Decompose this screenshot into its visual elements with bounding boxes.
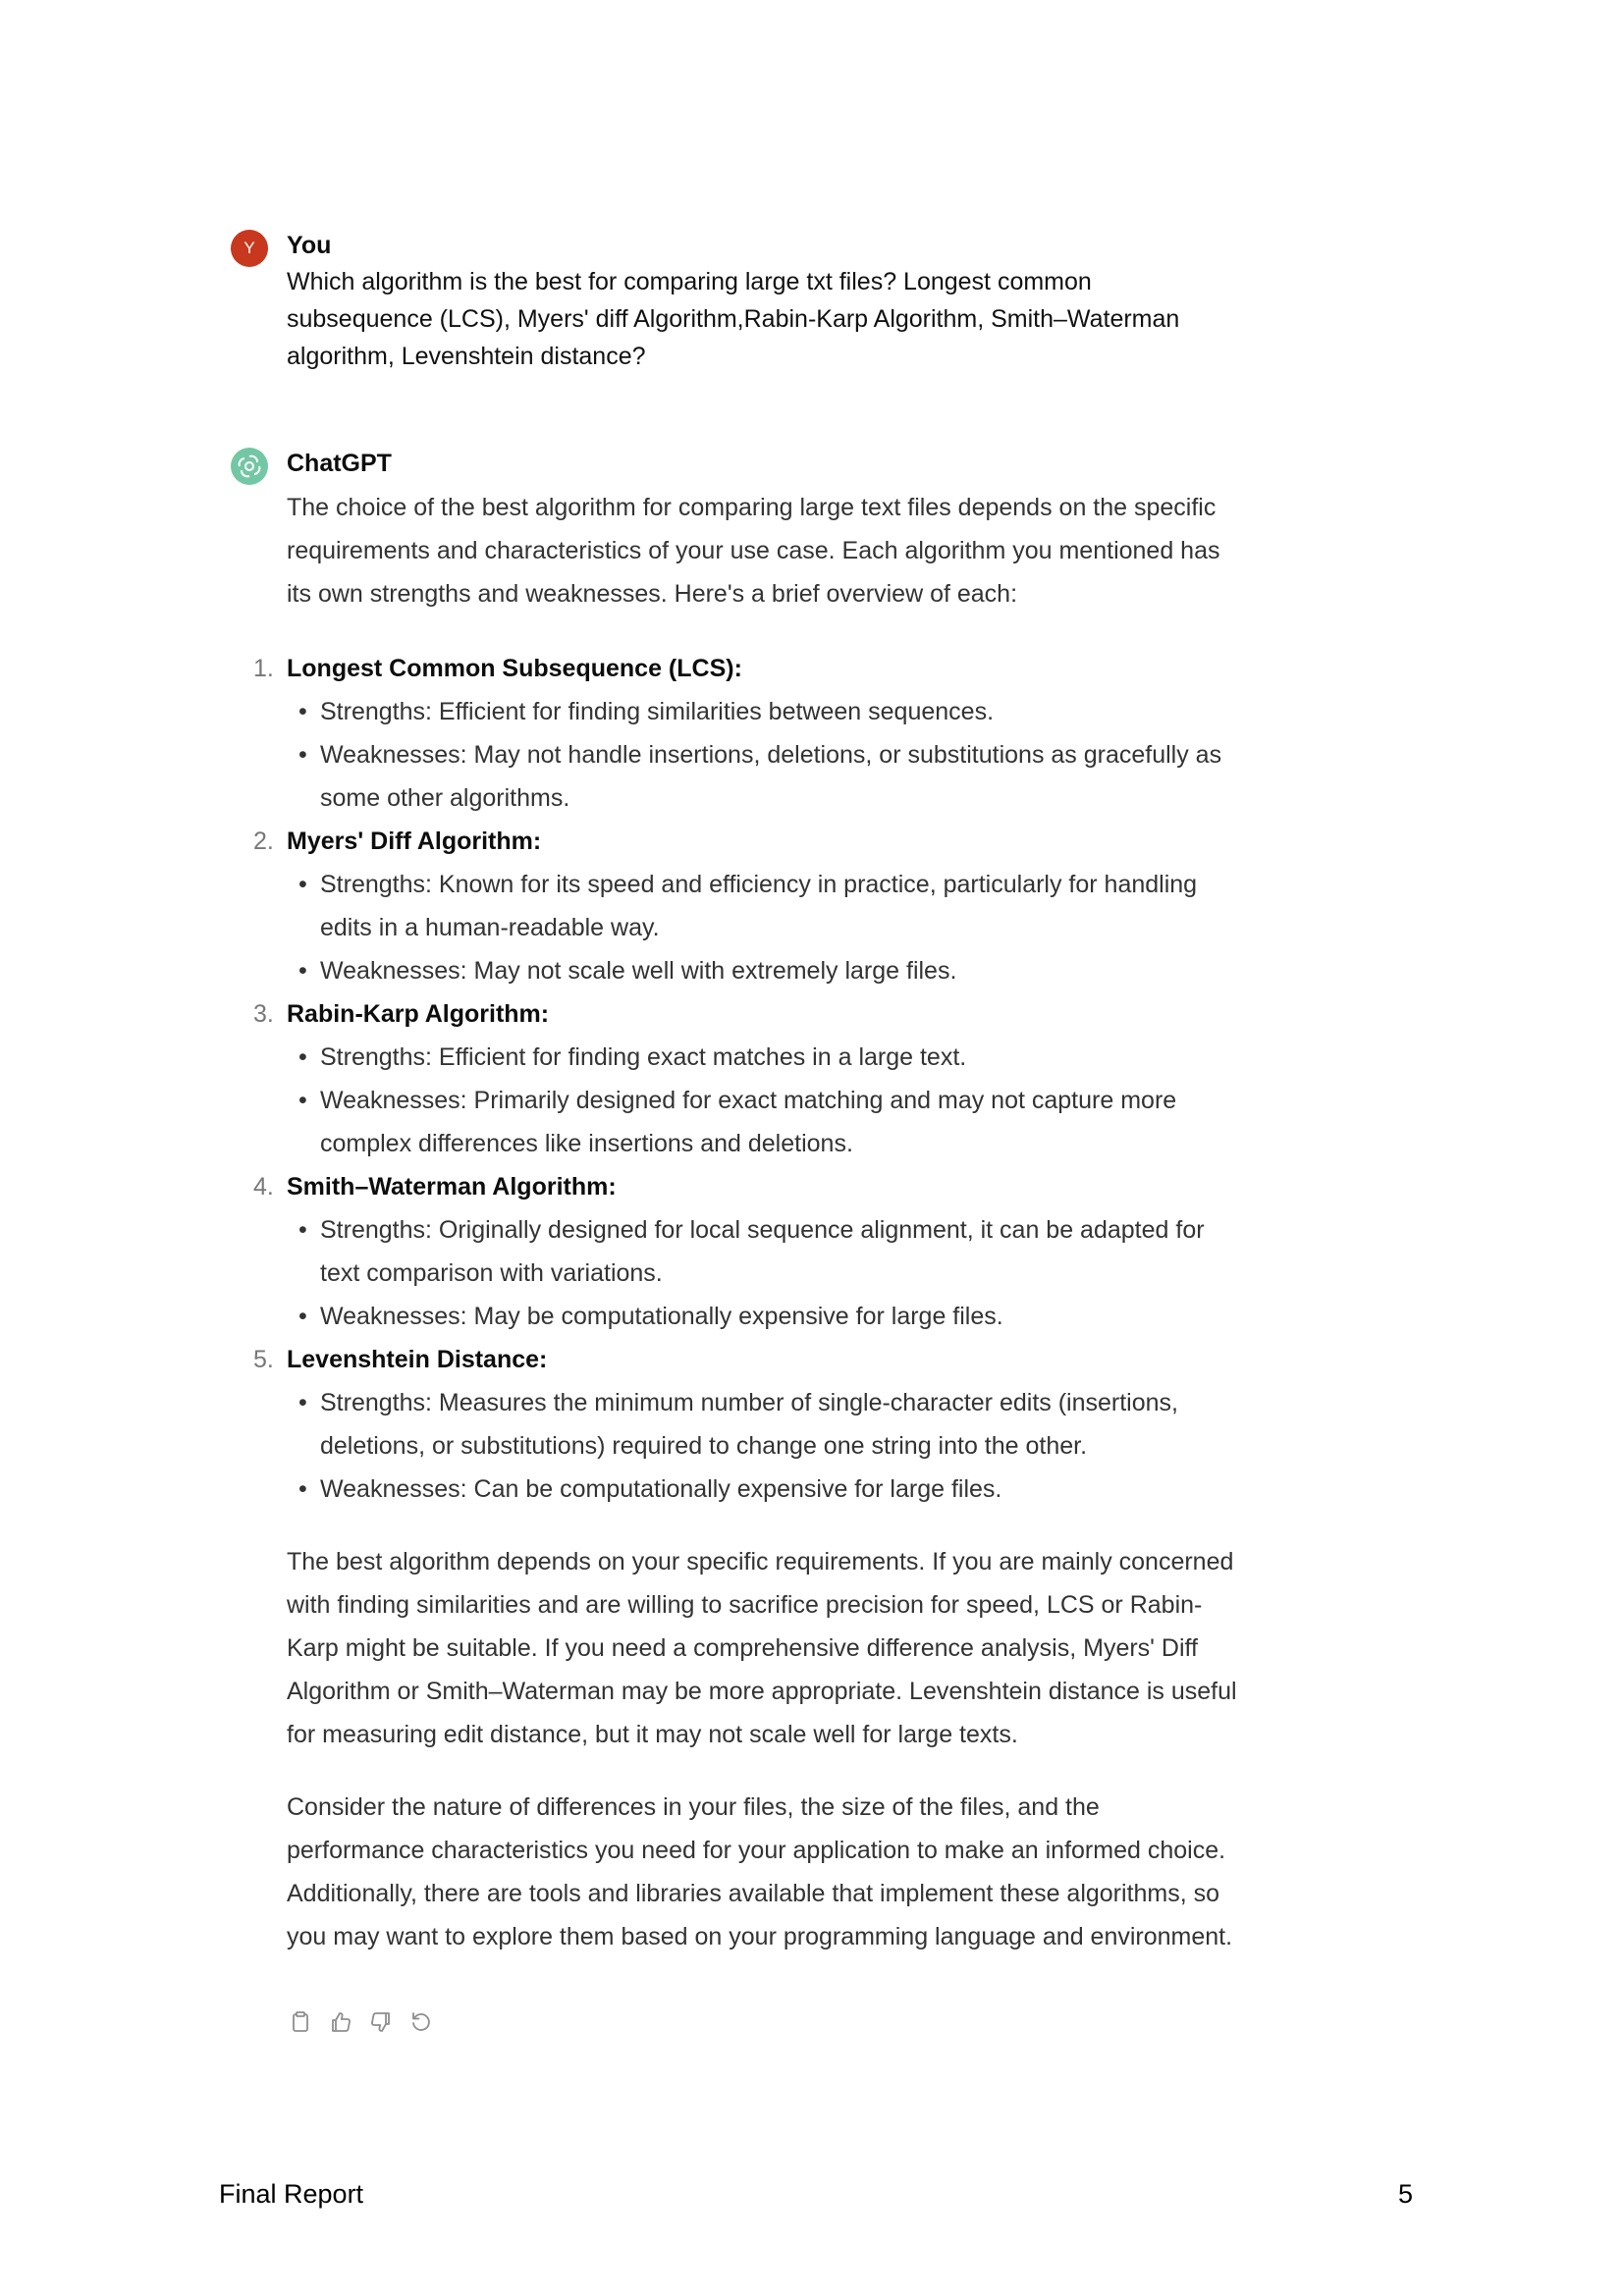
algorithm-weaknesses: • Weaknesses: Primarily designed for exact matching and may not capture more complex differences like insertions and deletions. [298,1087,1177,1157]
openai-logo-icon [237,454,262,479]
message-actions [287,2008,434,2035]
assistant-name: ChatGPT [287,450,392,477]
assistant-message [253,486,1239,1958]
footer-report-title: Final Report [219,2179,364,2209]
algorithm-title: Smith–Waterman Algorithm: [287,1173,617,1201]
algorithm-strengths: • Strengths: Known for its speed and efficiency in practice, particularly for handling edits in a human-readable way. [298,871,1198,941]
algorithm-strengths: • Strengths: Efficient for finding similarities between sequences. [298,698,995,725]
thumbs-down-icon[interactable] [367,2008,394,2035]
algorithm-number: 5. [253,1346,274,1373]
user-message: Which algorithm is the best for comparing large txt files? Longest common subsequence (LCS), Myers' diff Algorithm,Rabin-Karp Algorithm, Smith–Waterman algorithm, Levenshtein distance? [287,268,1180,370]
algorithm-title: Longest Common Subsequence (LCS): [287,655,742,682]
algorithm-strengths: • Strengths: Efficient for finding exact matches in a large text. [298,1043,967,1071]
algorithm-item [253,820,1239,992]
algorithm-strengths: • Strengths: Measures the minimum number of single-character edits (insertions, deletions, or substitutions) required to change one string into the other. [298,1389,1178,1460]
algorithm-title: Levenshtein Distance: [287,1346,548,1373]
algorithm-weaknesses: • Weaknesses: May not handle insertions, deletions, or substitutions as gracefully as some other algorithms. [298,741,1222,812]
algorithm-weaknesses: • Weaknesses: May not scale well with extremely large files. [298,957,957,985]
assistant-conclusion-1: The best algorithm depends on your specific requirements. If you are mainly concerned with finding similarities and are willing to sacrifice precision for speed, LCS or Rabin-Karp might be suitable. If you need a comprehensive difference analysis, Myers' Diff Algorithm or Smith–Waterman may be more appropriate. Levenshtein distance is useful for measuring edit distance, but it may not scale well for large texts. [287,1548,1237,1748]
thumbs-up-icon[interactable] [327,2008,353,2035]
algorithm-number: 3. [253,1000,274,1028]
algorithm-number: 4. [253,1173,274,1201]
copy-icon[interactable] [287,2008,313,2035]
algorithm-item [253,992,1239,1165]
user-avatar [231,230,268,267]
regenerate-icon[interactable] [407,2008,434,2035]
algorithm-item [253,1338,1239,1511]
algorithm-number: 1. [253,655,274,682]
algorithm-title: Rabin-Karp Algorithm: [287,1000,550,1028]
user-name: You [287,232,332,259]
footer-page-number: 5 [1398,2179,1414,2209]
algorithm-number: 2. [253,828,274,855]
assistant-conclusion-2: Consider the nature of differences in your files, the size of the files, and the performance characteristics you need for your application to make an informed choice. Additionally, there are tools and libraries available that implement these algorithms, so you may want to explore them based on your programming language and environment. [287,1793,1233,1950]
assistant-intro: The choice of the best algorithm for comparing large text files depends on the specific requirements and characteristics of your use case. Each algorithm you mentioned has its own strengths and weaknesses. Here's a brief overview of each: [287,494,1220,608]
algorithm-title: Myers' Diff Algorithm: [287,828,542,855]
algorithm-weaknesses: • Weaknesses: Can be computationally expensive for large files. [298,1475,1002,1503]
assistant-avatar [231,448,268,485]
algorithm-strengths: • Strengths: Originally designed for local sequence alignment, it can be adapted for text comparison with variations. [298,1216,1205,1287]
user-avatar-letter: Y [243,239,255,257]
algorithm-item [253,1165,1239,1338]
algorithm-item [253,647,1239,820]
algorithm-weaknesses: • Weaknesses: May be computationally expensive for large files. [298,1303,1003,1330]
algorithm-list [253,647,1239,1511]
